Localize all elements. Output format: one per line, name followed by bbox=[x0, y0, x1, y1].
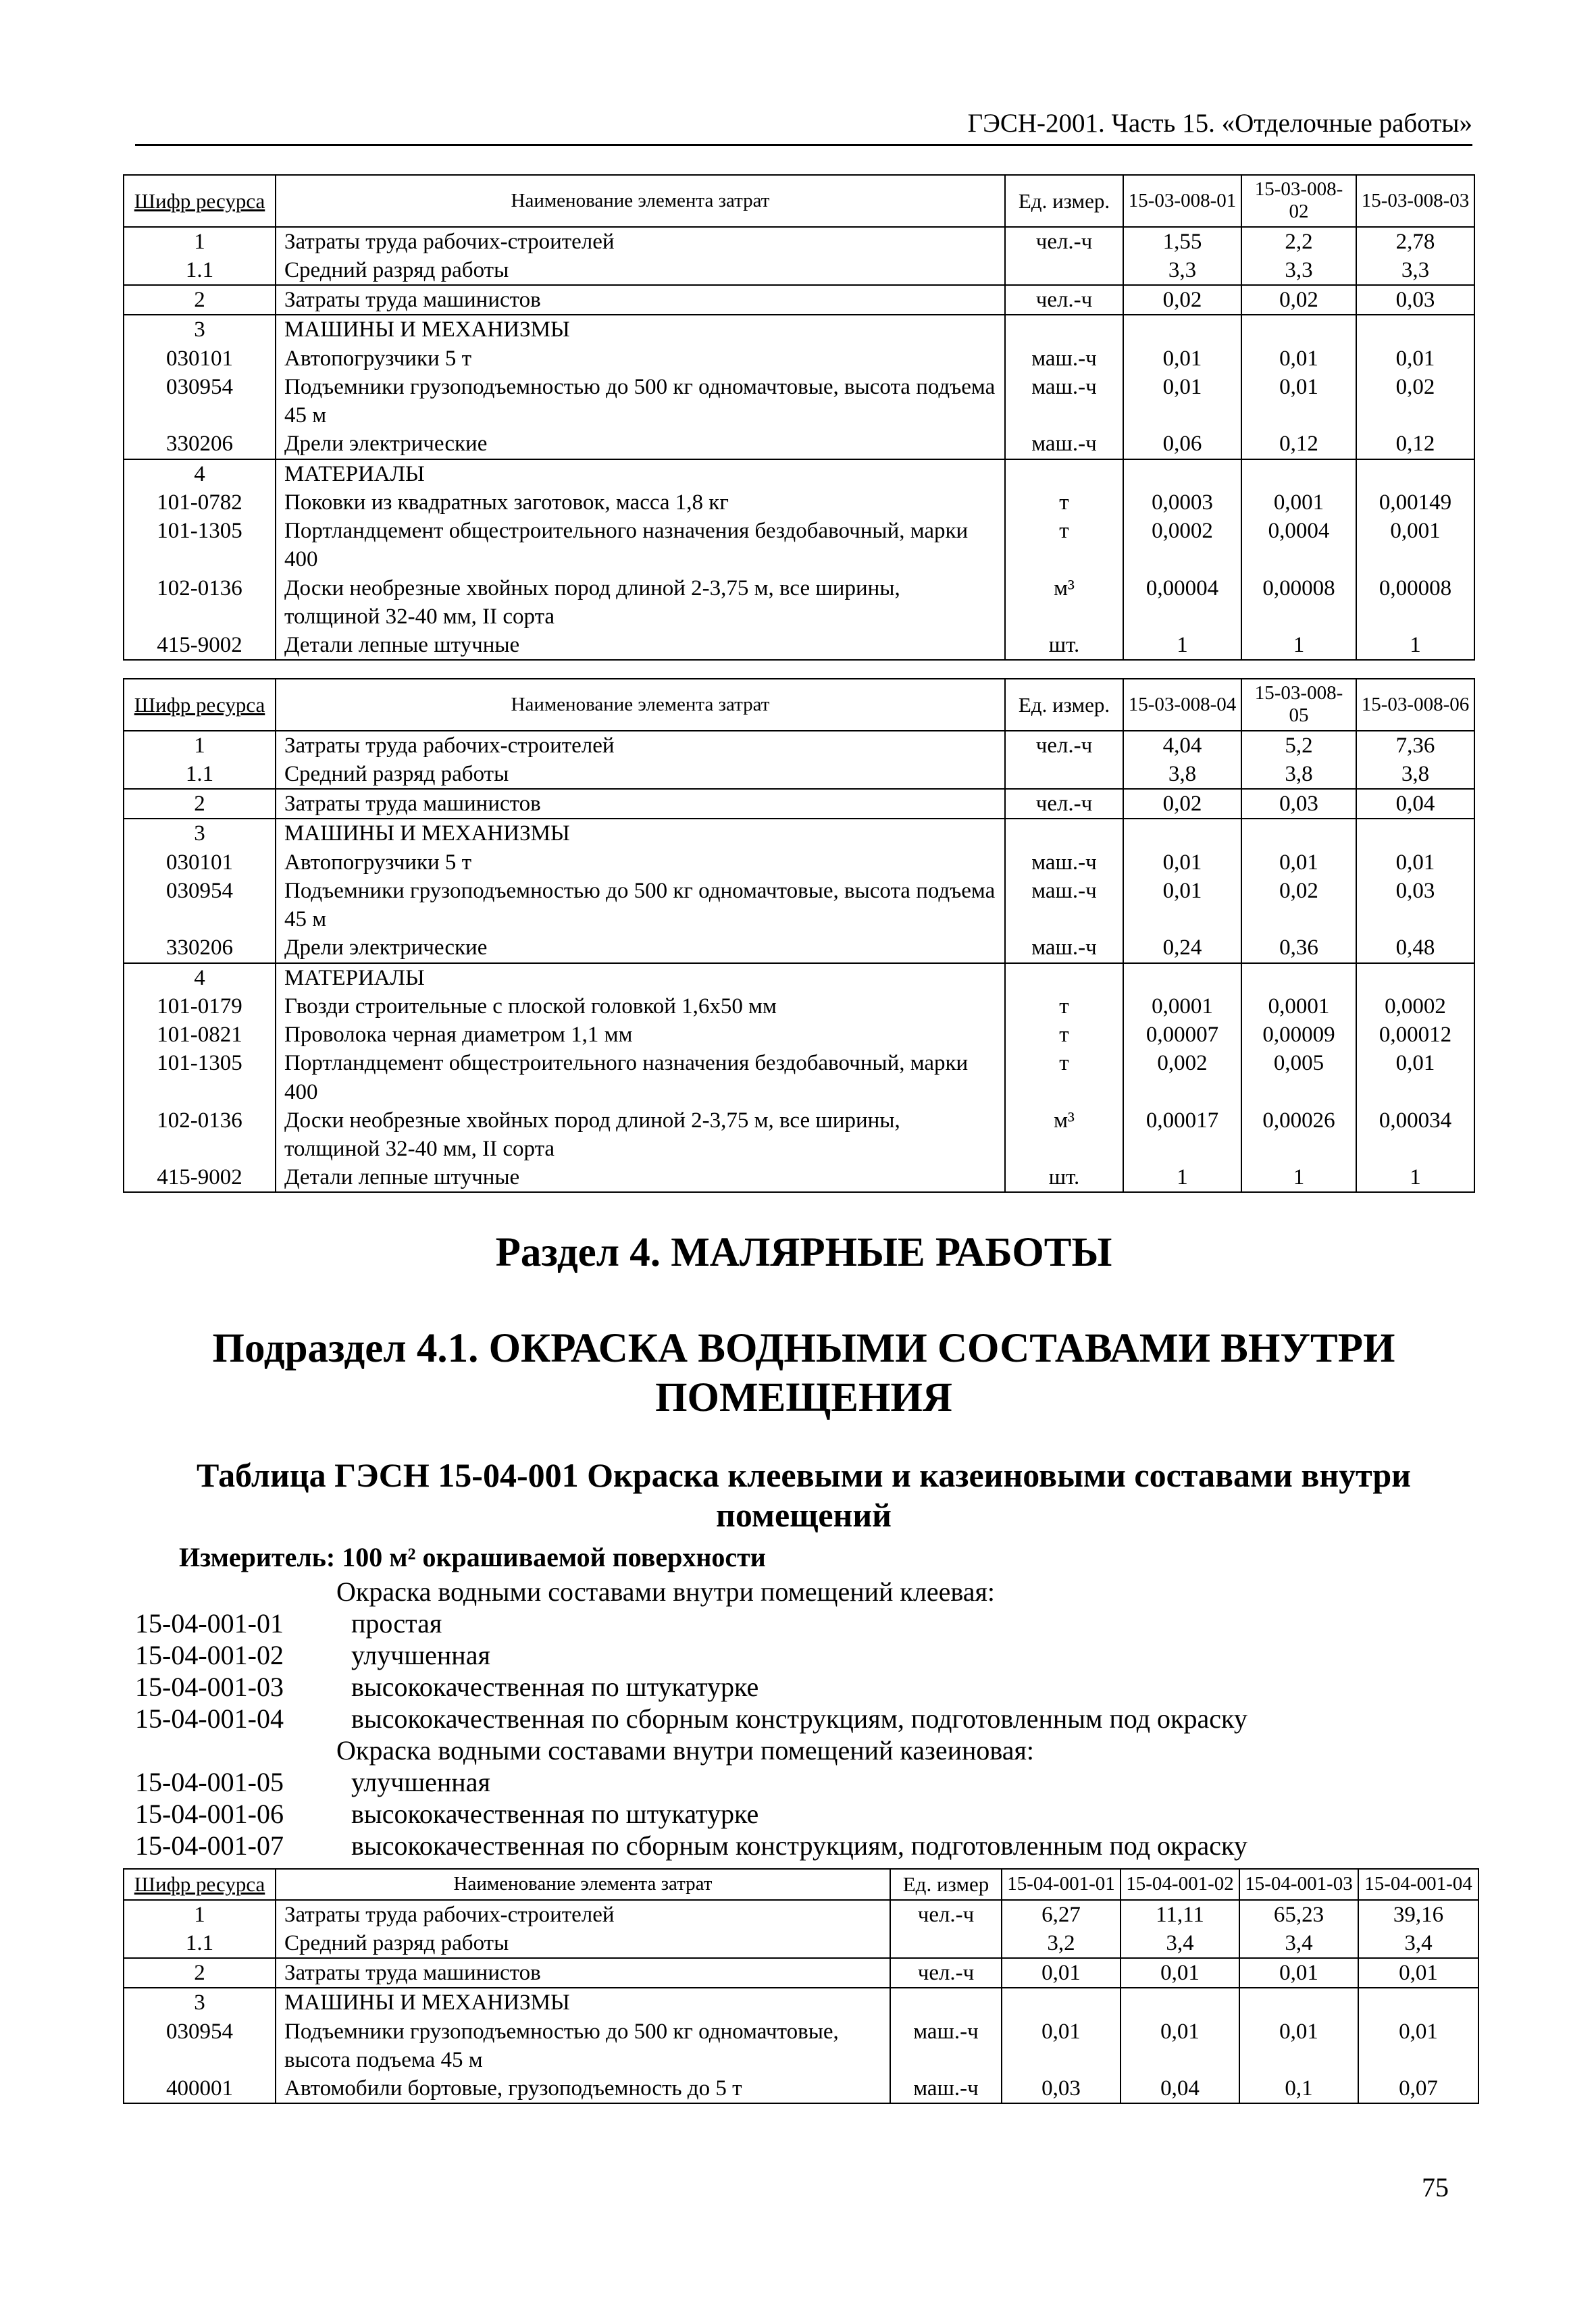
cost-element-name: Средний разряд работы bbox=[276, 1929, 890, 1958]
norm-value: 0,12 bbox=[1356, 430, 1474, 459]
resource-code: 030954 bbox=[124, 2017, 276, 2074]
cost-element-name: Доски необрезные хвойных пород длиной 2-3,75 м, все ширины, толщиной 32-40 мм, II сорта bbox=[276, 574, 1005, 631]
table-row bbox=[124, 1900, 1478, 1929]
norm-value: 0,1 bbox=[1239, 2074, 1358, 2103]
norm-value: 39,16 bbox=[1358, 1900, 1478, 1929]
table-row bbox=[124, 1929, 1478, 1958]
resource-code: 1.1 bbox=[124, 760, 276, 789]
header-code: Шифр ресурса bbox=[124, 175, 276, 227]
resource-code: 3 bbox=[124, 819, 276, 848]
norm-value: 0,01 bbox=[1239, 2017, 1358, 2074]
resource-code: 1.1 bbox=[124, 1929, 276, 1958]
norm-value bbox=[1121, 1988, 1239, 2017]
norm-value: 6,27 bbox=[1002, 1900, 1121, 1929]
catalog-item: 15-04-001-07 высококачественная по сборным конструкциям, подготовленным под окраску bbox=[135, 1830, 1247, 1861]
table-row bbox=[124, 344, 1474, 373]
cost-element-name: Детали лепные штучные bbox=[276, 631, 1005, 660]
norm-value: 0,06 bbox=[1123, 430, 1241, 459]
table-row bbox=[124, 731, 1474, 760]
norm-value: 0,01 bbox=[1002, 2017, 1121, 2074]
norm-value: 0,01 bbox=[1241, 848, 1356, 877]
unit: чел.-ч bbox=[890, 1900, 1002, 1929]
norm-value: 0,0001 bbox=[1241, 992, 1356, 1021]
norm-value: 0,01 bbox=[1358, 2017, 1478, 2074]
norm-value: 0,00007 bbox=[1123, 1021, 1241, 1049]
norm-value: 0,01 bbox=[1356, 848, 1474, 877]
table-body bbox=[124, 227, 1474, 661]
norm-value: 0,12 bbox=[1241, 430, 1356, 459]
cost-element-name: Портландцемент общестроительного назначения бездобавочный, марки 400 bbox=[276, 517, 1005, 573]
norm-value: 0,01 bbox=[1241, 373, 1356, 430]
unit: маш.-ч bbox=[1005, 848, 1123, 877]
resource-code: 030954 bbox=[124, 373, 276, 430]
norm-value: 2,2 bbox=[1241, 227, 1356, 256]
table-row bbox=[124, 1021, 1474, 1049]
resource-code: 030954 bbox=[124, 877, 276, 933]
header-unit: Ед. измер. bbox=[1005, 175, 1123, 227]
table-row bbox=[124, 285, 1474, 315]
norm-value: 0,01 bbox=[1121, 1958, 1239, 1988]
resource-code: 1.1 bbox=[124, 256, 276, 285]
unit bbox=[1005, 760, 1123, 789]
norm-value: 0,04 bbox=[1356, 789, 1474, 819]
unit: т bbox=[1005, 1049, 1123, 1106]
resource-table-3 bbox=[123, 1868, 1479, 2104]
resource-code: 101-1305 bbox=[124, 1049, 276, 1106]
norm-value: 0,01 bbox=[1123, 344, 1241, 373]
header-name: Наименование элемента затрат bbox=[276, 175, 1005, 227]
header-norm-code: 15-04-001-04 bbox=[1358, 1869, 1478, 1900]
unit bbox=[1005, 256, 1123, 285]
header-norm-code: 15-03-008-02 bbox=[1241, 175, 1356, 227]
resource-code: 102-0136 bbox=[124, 1106, 276, 1163]
norm-value: 2,78 bbox=[1356, 227, 1474, 256]
norm-value: 0,03 bbox=[1002, 2074, 1121, 2103]
norm-value: 0,001 bbox=[1241, 488, 1356, 517]
resource-code: 415-9002 bbox=[124, 1163, 276, 1192]
norm-value: 0,005 bbox=[1241, 1049, 1356, 1106]
unit bbox=[890, 1929, 1002, 1958]
norm-value: 0,01 bbox=[1356, 1049, 1474, 1106]
cost-element-name: Доски необрезные хвойных пород длиной 2-3,75 м, все ширины, толщиной 32-40 мм, II сорта bbox=[276, 1106, 1005, 1163]
norm-value: 0,03 bbox=[1356, 877, 1474, 933]
cost-element-name: МАТЕРИАЛЫ bbox=[276, 963, 1005, 992]
table-row bbox=[124, 2074, 1478, 2103]
norm-value: 0,00026 bbox=[1241, 1106, 1356, 1163]
unit: чел.-ч bbox=[1005, 789, 1123, 819]
unit: маш.-ч bbox=[1005, 877, 1123, 933]
unit: маш.-ч bbox=[890, 2017, 1002, 2074]
norm-value: 3,3 bbox=[1241, 256, 1356, 285]
norm-value: 0,00009 bbox=[1241, 1021, 1356, 1049]
header-unit: Ед. измер. bbox=[1005, 679, 1123, 731]
resource-code: 415-9002 bbox=[124, 631, 276, 660]
cost-element-name: Подъемники грузоподъемностью до 500 кг одномачтовые, высота подъема 45 м bbox=[276, 2017, 890, 2074]
norm-value: 1 bbox=[1241, 631, 1356, 660]
norm-value: 3,2 bbox=[1002, 1929, 1121, 1958]
norm-value: 0,01 bbox=[1121, 2017, 1239, 2074]
norm-value: 1 bbox=[1123, 631, 1241, 660]
catalog-item: 15-04-001-01 простая bbox=[135, 1608, 442, 1639]
cost-element-name: Затраты труда машинистов bbox=[276, 789, 1005, 819]
resource-code: 030101 bbox=[124, 848, 276, 877]
table-row bbox=[124, 430, 1474, 459]
norm-value bbox=[1239, 1988, 1358, 2017]
cost-element-name: Дрели электрические bbox=[276, 933, 1005, 962]
resource-code: 101-0821 bbox=[124, 1021, 276, 1049]
cost-element-name: МАТЕРИАЛЫ bbox=[276, 459, 1005, 488]
unit: маш.-ч bbox=[1005, 344, 1123, 373]
unit: маш.-ч bbox=[1005, 933, 1123, 962]
unit: шт. bbox=[1005, 1163, 1123, 1192]
norm-value: 3,4 bbox=[1239, 1929, 1358, 1958]
resource-code: 3 bbox=[124, 315, 276, 344]
table-body bbox=[124, 731, 1474, 1193]
norm-value: 4,04 bbox=[1123, 731, 1241, 760]
norm-value: 0,00017 bbox=[1123, 1106, 1241, 1163]
norm-value bbox=[1356, 315, 1474, 344]
table-title: Таблица ГЭСН 15-04-001 Окраска клеевыми и казеиновыми составами внутри помещений bbox=[197, 1456, 1411, 1534]
norm-value: 1 bbox=[1356, 631, 1474, 660]
resource-code: 3 bbox=[124, 1988, 276, 2017]
norm-value: 3,3 bbox=[1356, 256, 1474, 285]
unit: чел.-ч bbox=[1005, 227, 1123, 256]
norm-value: 0,01 bbox=[1239, 1958, 1358, 1988]
table-row bbox=[124, 631, 1474, 660]
norm-value: 1 bbox=[1356, 1163, 1474, 1192]
norm-value: 0,02 bbox=[1241, 877, 1356, 933]
norm-value: 7,36 bbox=[1356, 731, 1474, 760]
resource-code: 2 bbox=[124, 285, 276, 315]
header-norm-code: 15-03-008-05 bbox=[1241, 679, 1356, 731]
catalog-item: 15-04-001-02 улучшенная bbox=[135, 1640, 490, 1670]
cost-element-name: Поковки из квадратных заготовок, масса 1,8 кг bbox=[276, 488, 1005, 517]
table-row bbox=[124, 373, 1474, 430]
norm-value: 0,00012 bbox=[1356, 1021, 1474, 1049]
table-row bbox=[124, 1163, 1474, 1192]
section-title: Раздел 4. МАЛЯРНЫЕ РАБОТЫ bbox=[495, 1230, 1112, 1275]
header-code: Шифр ресурса bbox=[124, 1869, 276, 1900]
resource-code: 2 bbox=[124, 789, 276, 819]
norm-value: 1,55 bbox=[1123, 227, 1241, 256]
norm-value: 11,11 bbox=[1121, 1900, 1239, 1929]
norm-value: 0,01 bbox=[1123, 877, 1241, 933]
norm-value: 0,04 bbox=[1121, 2074, 1239, 2103]
norm-value: 3,8 bbox=[1123, 760, 1241, 789]
header-norm-code: 15-03-008-03 bbox=[1356, 175, 1474, 227]
norm-value: 0,00034 bbox=[1356, 1106, 1474, 1163]
table-row bbox=[124, 963, 1474, 992]
unit bbox=[1005, 459, 1123, 488]
cost-element-name: Затраты труда машинистов bbox=[276, 285, 1005, 315]
cost-element-name: Средний разряд работы bbox=[276, 760, 1005, 789]
norm-value: 0,0002 bbox=[1356, 992, 1474, 1021]
cost-element-name: Автопогрузчики 5 т bbox=[276, 344, 1005, 373]
unit: м³ bbox=[1005, 574, 1123, 631]
header-norm-code: 15-04-001-03 bbox=[1239, 1869, 1358, 1900]
norm-value bbox=[1356, 459, 1474, 488]
unit bbox=[1005, 315, 1123, 344]
norm-value bbox=[1123, 819, 1241, 848]
page-number: 75 bbox=[1422, 2172, 1449, 2203]
norm-value bbox=[1002, 1988, 1121, 2017]
norm-value: 1 bbox=[1123, 1163, 1241, 1192]
norm-value: 0,00008 bbox=[1356, 574, 1474, 631]
norm-value bbox=[1123, 963, 1241, 992]
norm-value: 0,00008 bbox=[1241, 574, 1356, 631]
header-norm-code: 15-03-008-04 bbox=[1123, 679, 1241, 731]
unit bbox=[890, 1988, 1002, 2017]
norm-value bbox=[1123, 459, 1241, 488]
catalog-item: 15-04-001-03 высококачественная по штукатурке bbox=[135, 1672, 759, 1702]
header-unit: Ед. измер bbox=[890, 1869, 1002, 1900]
unit: маш.-ч bbox=[1005, 430, 1123, 459]
norm-value: 0,01 bbox=[1356, 344, 1474, 373]
norm-value: 3,8 bbox=[1356, 760, 1474, 789]
cost-element-name: Затраты труда рабочих-строителей bbox=[276, 1900, 890, 1929]
header-code: Шифр ресурса bbox=[124, 679, 276, 731]
norm-value: 0,00004 bbox=[1123, 574, 1241, 631]
unit: т bbox=[1005, 992, 1123, 1021]
norm-value: 0,01 bbox=[1358, 1958, 1478, 1988]
norm-value: 0,02 bbox=[1241, 285, 1356, 315]
norm-value: 0,03 bbox=[1241, 789, 1356, 819]
table-row bbox=[124, 992, 1474, 1021]
resource-code: 1 bbox=[124, 1900, 276, 1929]
norm-value: 0,0003 bbox=[1123, 488, 1241, 517]
resource-code: 101-0782 bbox=[124, 488, 276, 517]
norm-value bbox=[1356, 963, 1474, 992]
norm-value bbox=[1241, 315, 1356, 344]
resource-code: 101-0179 bbox=[124, 992, 276, 1021]
norm-value bbox=[1358, 1988, 1478, 2017]
table-header-row bbox=[124, 1869, 1478, 1900]
norm-value: 3,8 bbox=[1241, 760, 1356, 789]
cost-element-name: Затраты труда рабочих-строителей bbox=[276, 227, 1005, 256]
cost-element-name: Средний разряд работы bbox=[276, 256, 1005, 285]
subsection-title: Подраздел 4.1. ОКРАСКА ВОДНЫМИ СОСТАВАМИ ВНУТРИ ПОМЕЩЕНИЯ bbox=[212, 1326, 1395, 1421]
resource-code: 4 bbox=[124, 963, 276, 992]
resource-code: 330206 bbox=[124, 430, 276, 459]
norm-value: 0,01 bbox=[1002, 1958, 1121, 1988]
cost-element-name: Проволока черная диаметром 1,1 мм bbox=[276, 1021, 1005, 1049]
norm-value: 0,01 bbox=[1123, 848, 1241, 877]
unit: чел.-ч bbox=[1005, 731, 1123, 760]
norm-value: 0,02 bbox=[1123, 285, 1241, 315]
running-header: ГЭСН-2001. Часть 15. «Отделочные работы» bbox=[967, 109, 1472, 138]
table-row bbox=[124, 517, 1474, 573]
cost-element-name: Затраты труда рабочих-строителей bbox=[276, 731, 1005, 760]
cost-element-name: Подъемники грузоподъемностью до 500 кг одномачтовые, высота подъема 45 м bbox=[276, 373, 1005, 430]
unit: м³ bbox=[1005, 1106, 1123, 1163]
unit: маш.-ч bbox=[890, 2074, 1002, 2103]
norm-value: 0,02 bbox=[1356, 373, 1474, 430]
cost-element-name: Автомобили бортовые, грузоподъемность до 5 т bbox=[276, 2074, 890, 2103]
table-row bbox=[124, 1049, 1474, 1106]
header-rule bbox=[135, 144, 1472, 146]
unit: шт. bbox=[1005, 631, 1123, 660]
unit: т bbox=[1005, 517, 1123, 573]
cost-element-name: Затраты труда машинистов bbox=[276, 1958, 890, 1988]
table-row bbox=[124, 574, 1474, 631]
unit: чел.-ч bbox=[890, 1958, 1002, 1988]
table-row bbox=[124, 256, 1474, 285]
norm-catalog bbox=[135, 1576, 1472, 1861]
header-norm-code: 15-04-001-02 bbox=[1121, 1869, 1239, 1900]
norm-value bbox=[1123, 315, 1241, 344]
table-row bbox=[124, 1988, 1478, 2017]
table-row bbox=[124, 933, 1474, 962]
resource-code: 102-0136 bbox=[124, 574, 276, 631]
norm-value: 0,002 bbox=[1123, 1049, 1241, 1106]
norm-value: 65,23 bbox=[1239, 1900, 1358, 1929]
catalog-group: Окраска водными составами внутри помещений казеиновая: bbox=[336, 1735, 1035, 1766]
norm-value bbox=[1241, 819, 1356, 848]
norm-value: 0,07 bbox=[1358, 2074, 1478, 2103]
catalog-item: 15-04-001-04 высококачественная по сборным конструкциям, подготовленным под окраску bbox=[135, 1703, 1247, 1734]
table-row bbox=[124, 760, 1474, 789]
measure-unit: Измеритель: 100 м² окрашиваемой поверхности bbox=[179, 1542, 766, 1572]
norm-value: 0,24 bbox=[1123, 933, 1241, 962]
cost-element-name: Дрели электрические bbox=[276, 430, 1005, 459]
catalog-item: 15-04-001-05 улучшенная bbox=[135, 1767, 490, 1797]
resource-code: 400001 bbox=[124, 2074, 276, 2103]
unit: т bbox=[1005, 488, 1123, 517]
unit bbox=[1005, 963, 1123, 992]
table-row bbox=[124, 819, 1474, 848]
norm-value: 3,3 bbox=[1123, 256, 1241, 285]
norm-value: 0,02 bbox=[1123, 789, 1241, 819]
unit: маш.-ч bbox=[1005, 373, 1123, 430]
cost-element-name: Гвозди строительные с плоской головкой 1,6х50 мм bbox=[276, 992, 1005, 1021]
norm-value bbox=[1241, 963, 1356, 992]
table-row bbox=[124, 315, 1474, 344]
unit: т bbox=[1005, 1021, 1123, 1049]
norm-value: 0,03 bbox=[1356, 285, 1474, 315]
cost-element-name: Подъемники грузоподъемностью до 500 кг одномачтовые, высота подъема 45 м bbox=[276, 877, 1005, 933]
table-row bbox=[124, 1958, 1478, 1988]
table-row bbox=[124, 848, 1474, 877]
cost-element-name: Портландцемент общестроительного назначения бездобавочный, марки 400 bbox=[276, 1049, 1005, 1106]
resource-code: 1 bbox=[124, 227, 276, 256]
table-header-row bbox=[124, 679, 1474, 731]
table-row bbox=[124, 2017, 1478, 2074]
table-header-row bbox=[124, 175, 1474, 227]
table-body bbox=[124, 1900, 1478, 2104]
table-row bbox=[124, 488, 1474, 517]
cost-element-name: Автопогрузчики 5 т bbox=[276, 848, 1005, 877]
header-norm-code: 15-04-001-01 bbox=[1002, 1869, 1121, 1900]
resource-code: 4 bbox=[124, 459, 276, 488]
catalog-group: Окраска водными составами внутри помещений клеевая: bbox=[336, 1576, 995, 1607]
norm-value: 0,01 bbox=[1241, 344, 1356, 373]
cost-element-name: МАШИНЫ И МЕХАНИЗМЫ bbox=[276, 1988, 890, 2017]
table-row bbox=[124, 877, 1474, 933]
table-row bbox=[124, 227, 1474, 256]
norm-value: 0,00149 bbox=[1356, 488, 1474, 517]
resource-table-1 bbox=[123, 174, 1475, 661]
norm-value: 5,2 bbox=[1241, 731, 1356, 760]
norm-value: 0,0001 bbox=[1123, 992, 1241, 1021]
norm-value: 0,001 bbox=[1356, 517, 1474, 573]
catalog-item: 15-04-001-06 высококачественная по штукатурке bbox=[135, 1799, 759, 1829]
resource-code: 1 bbox=[124, 731, 276, 760]
norm-value: 3,4 bbox=[1121, 1929, 1239, 1958]
resource-code: 101-1305 bbox=[124, 517, 276, 573]
unit: чел.-ч bbox=[1005, 285, 1123, 315]
resource-code: 030101 bbox=[124, 344, 276, 373]
unit bbox=[1005, 819, 1123, 848]
header-name: Наименование элемента затрат bbox=[276, 679, 1005, 731]
norm-value: 0,36 bbox=[1241, 933, 1356, 962]
cost-element-name: МАШИНЫ И МЕХАНИЗМЫ bbox=[276, 315, 1005, 344]
resource-code: 330206 bbox=[124, 933, 276, 962]
norm-value: 1 bbox=[1241, 1163, 1356, 1192]
table-row bbox=[124, 459, 1474, 488]
cost-element-name: Детали лепные штучные bbox=[276, 1163, 1005, 1192]
norm-value bbox=[1356, 819, 1474, 848]
norm-value: 0,0004 bbox=[1241, 517, 1356, 573]
header-norm-code: 15-03-008-01 bbox=[1123, 175, 1241, 227]
norm-value: 0,48 bbox=[1356, 933, 1474, 962]
header-norm-code: 15-03-008-06 bbox=[1356, 679, 1474, 731]
cost-element-name: МАШИНЫ И МЕХАНИЗМЫ bbox=[276, 819, 1005, 848]
table-row bbox=[124, 1106, 1474, 1163]
resource-table-2 bbox=[123, 678, 1475, 1193]
header-name: Наименование элемента затрат bbox=[276, 1869, 890, 1900]
norm-value: 3,4 bbox=[1358, 1929, 1478, 1958]
resource-code: 2 bbox=[124, 1958, 276, 1988]
norm-value: 0,0002 bbox=[1123, 517, 1241, 573]
norm-value: 0,01 bbox=[1123, 373, 1241, 430]
norm-value bbox=[1241, 459, 1356, 488]
table-row bbox=[124, 789, 1474, 819]
